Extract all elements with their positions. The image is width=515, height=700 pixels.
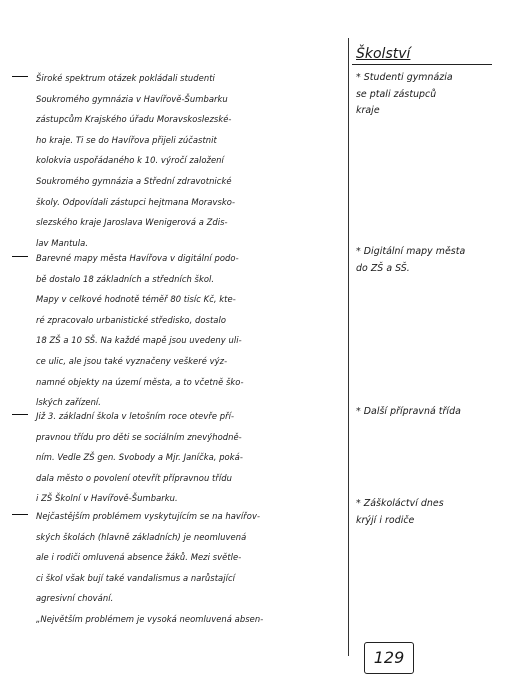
margin-note-4 [356, 496, 506, 529]
entry-2 [36, 248, 346, 413]
entry-line: Široké spektrum otázek pokládali studenti [36, 73, 215, 83]
page-number: 129 [373, 648, 405, 667]
entry-line: kolokvia uspořádaného k 10. výročí založení [36, 155, 224, 166]
entry-line: ním. Vedle ZŠ gen. Svobody a Mjr. Janíčka, poká- [36, 452, 243, 463]
entry-line: Barevné mapy města Havířova v digitální podo- [36, 253, 239, 263]
section-header: Školství [356, 46, 411, 62]
entry-line: ských školách (hlavně základních) je neomluvená [36, 531, 247, 542]
entry-line: ce ulic, ale jsou také vyznačeny veškeré výz- [36, 355, 228, 366]
entry-line: Soukromého gymnázia a Střední zdravotnické [36, 175, 232, 186]
entry-line: školy. Odpovídali zástupci hejtmana Moravsko- [36, 196, 236, 207]
entry-line: Nejčastějším problémem vyskytujícím se na havířov- [36, 511, 261, 521]
entry-dash [12, 514, 28, 515]
margin-note-3 [356, 404, 506, 421]
note-line: kraje [356, 105, 380, 116]
entry-line: ho kraje. Ti se do Havířova přijeli zúčastnit [36, 134, 217, 145]
entry-line: „Největším problémem je vysoká neomluvená absen- [36, 613, 264, 624]
entry-1 [36, 68, 346, 253]
note-line: krýjí i rodiče [356, 514, 415, 526]
entry-line: agresivní chování. [36, 593, 114, 604]
entry-line: slezského kraje Jaroslava Wenigerová a Zdis- [36, 217, 228, 228]
entry-line: bě dostalo 18 základních a středních škol. [36, 273, 215, 284]
entry-line: ci škol však bují také vandalismus a narůstající [36, 572, 236, 583]
note-line: * Digitální mapy města [356, 246, 466, 257]
entry-line: namné objekty na území města, a to včetně ško- [36, 376, 244, 387]
note-line: * Studenti gymnázia [356, 72, 453, 83]
entry-line: Již 3. základní škola v letošním roce otevře pří- [36, 411, 235, 421]
entry-dash [12, 414, 28, 415]
header-underline [352, 64, 492, 65]
entry-line: zástupcům Krajského úřadu Moravskoslezské- [36, 114, 232, 125]
entry-4 [36, 506, 346, 630]
note-line: * Záškoláctví dnes [356, 498, 444, 509]
entry-line: lav Mantula. [36, 237, 89, 248]
entry-line: Soukromého gymnázia v Havířově-Šumbarku [36, 93, 228, 104]
entry-3 [36, 406, 346, 509]
note-line: do ZŠ a SŠ. [356, 262, 410, 274]
entry-line: dala město o povolení otevřít přípravnou třídu [36, 472, 232, 483]
entry-dash [12, 256, 28, 257]
entry-line: 18 ZŠ a 10 SŠ. Na každé mapě jsou uvedeny uli- [36, 335, 242, 346]
note-line: se ptali zástupců [356, 88, 437, 100]
entry-line: lských zařízení. [36, 397, 102, 408]
margin-note-2 [356, 244, 506, 277]
entry-line: ré zpracovalo urbanistické středisko, dostalo [36, 314, 227, 325]
margin-note-1 [356, 70, 506, 120]
entry-line: pravnou třídu pro děti se sociálním znevýhodně- [36, 431, 242, 442]
note-line: * Další přípravná třída [356, 406, 461, 417]
page-number-box [364, 642, 414, 674]
entry-line: i ZŠ Školní v Havířově-Šumbarku. [36, 493, 178, 504]
entry-dash [12, 76, 28, 77]
entry-line: Mapy v celkové hodnotě téměř 80 tisíc Kč, kte- [36, 294, 236, 305]
entry-line: ale i rodiči omluvená absence žáků. Mezi světle- [36, 552, 242, 563]
margin-divider [348, 38, 349, 656]
